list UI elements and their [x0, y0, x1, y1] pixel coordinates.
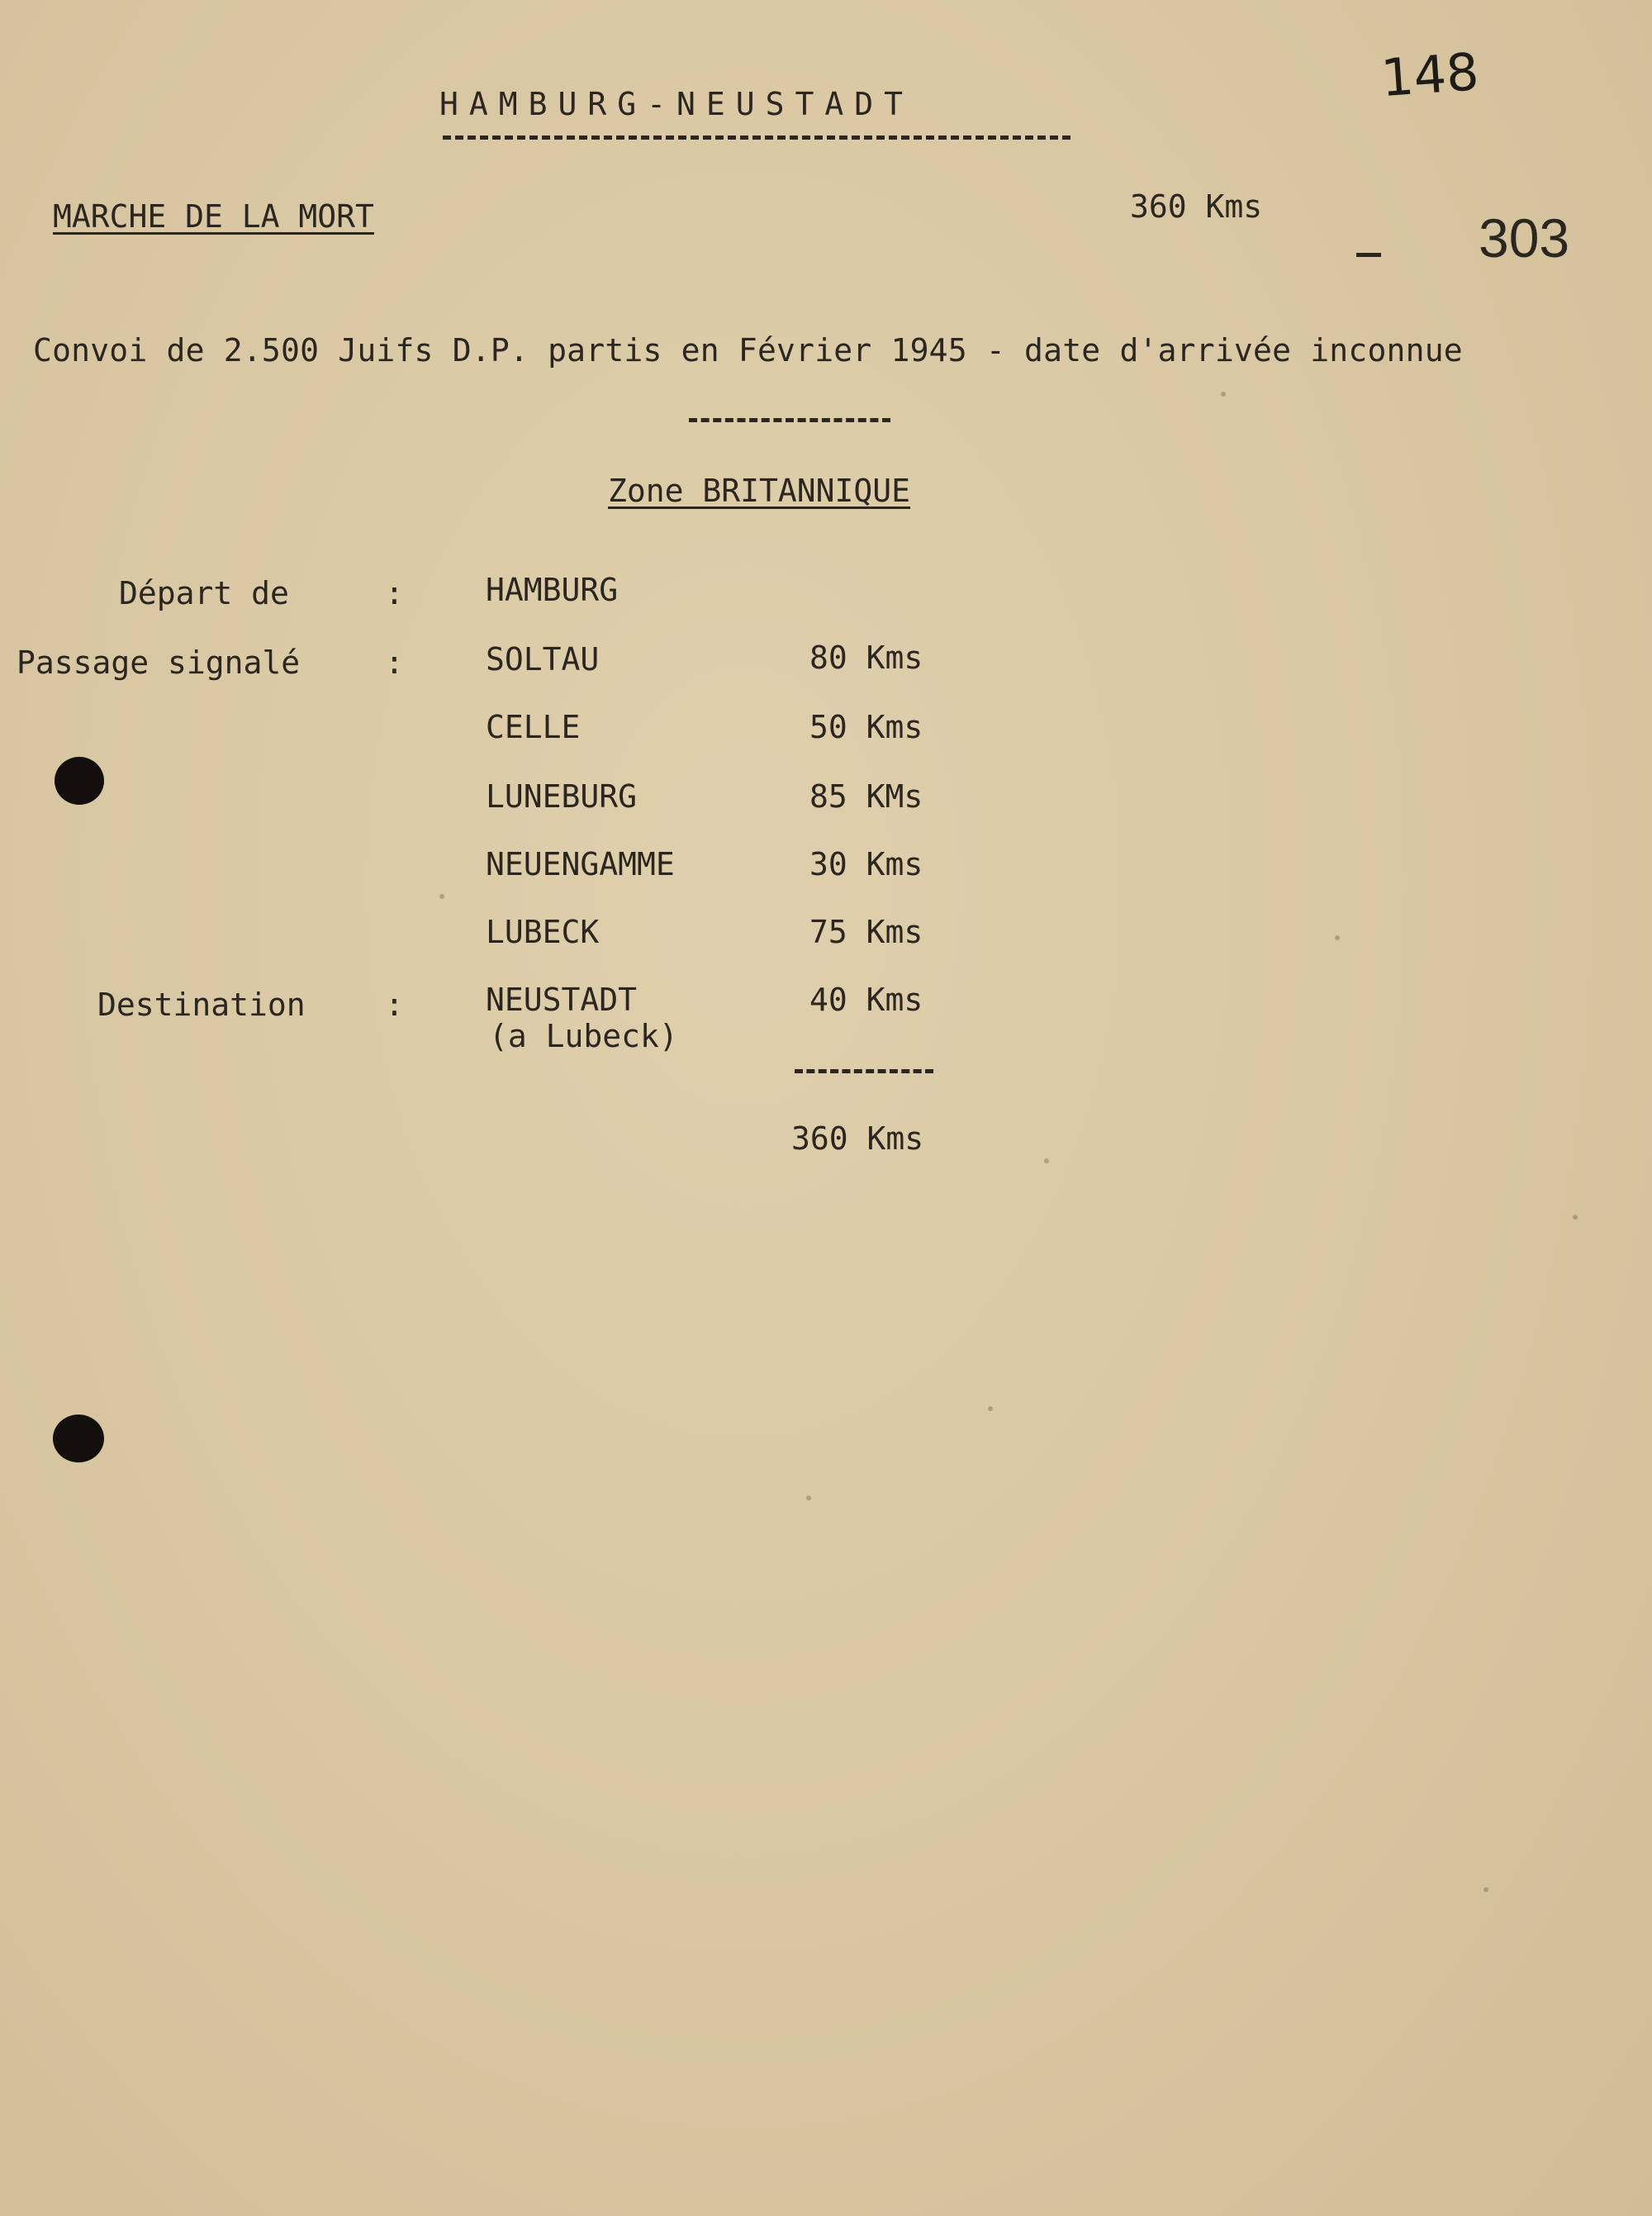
folio-number: 303: [1479, 207, 1570, 269]
folio-mark: [1356, 253, 1381, 257]
punch-hole: [55, 757, 104, 805]
convoy-summary: Convoi de 2.500 Juifs D.P. partis en Février 1945 - date d'arrivée inconnue: [33, 332, 1463, 369]
handwritten-page-number: 148: [1379, 40, 1481, 109]
document-title: HAMBURG-NEUSTADT: [439, 86, 914, 122]
route-row-place: NEUENGAMME: [486, 846, 675, 882]
route-row-distance: 80 Kms: [809, 640, 923, 676]
paper-speck: [988, 1406, 993, 1411]
route-total-distance: 360 Kms: [791, 1120, 924, 1157]
paper-speck: [1221, 392, 1226, 397]
paper-speck: [1044, 1158, 1049, 1163]
route-row-place: CELLE: [486, 709, 581, 745]
route-row-place: SOLTAU: [486, 641, 600, 678]
route-row-distance: 40 Kms: [809, 982, 923, 1018]
route-row-place: HAMBURG: [486, 572, 619, 608]
route-row-colon: :: [385, 987, 404, 1023]
route-row-distance: 30 Kms: [809, 846, 923, 882]
route-row-label: Départ de: [119, 575, 289, 611]
zone-heading: Zone BRITANNIQUE: [608, 473, 911, 509]
destination-note: (a Lubeck): [489, 1018, 678, 1054]
route-row-place: LUNEBURG: [486, 778, 638, 815]
paper-speck: [1573, 1215, 1578, 1220]
header-total-distance: 360 Kms: [1130, 188, 1263, 225]
route-row-label: Destination: [97, 987, 306, 1023]
route-row-place: LUBECK: [486, 914, 600, 950]
paper-speck: [439, 894, 444, 899]
section-divider: [689, 418, 890, 422]
route-row-colon: :: [385, 575, 404, 611]
route-row-distance: 85 KMs: [809, 778, 923, 815]
route-row-label: Passage signalé: [17, 644, 301, 681]
route-row-place: NEUSTADT: [486, 982, 638, 1018]
header-left-heading: MARCHE DE LA MORT: [53, 198, 374, 235]
route-row-distance: 75 Kms: [809, 914, 923, 950]
title-underline: [443, 136, 1070, 140]
total-rule: [795, 1069, 933, 1073]
paper-speck: [1335, 935, 1340, 940]
paper-speck: [806, 1496, 811, 1500]
paper-speck: [1483, 1887, 1488, 1892]
punch-hole: [53, 1415, 104, 1462]
route-row-colon: :: [385, 644, 404, 681]
route-row-distance: 50 Kms: [809, 709, 923, 745]
